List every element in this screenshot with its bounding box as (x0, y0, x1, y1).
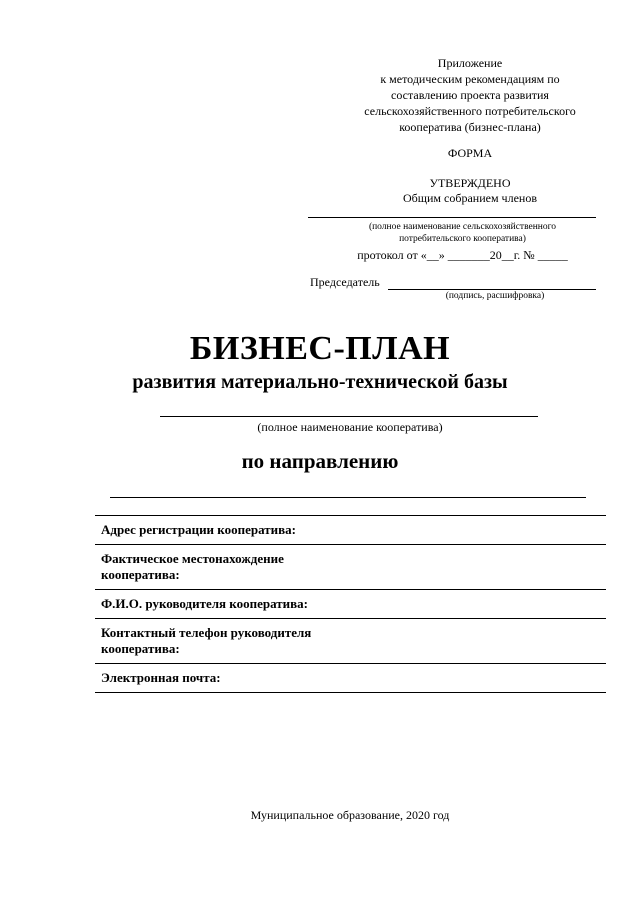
appendix-line-1: Приложение (437, 56, 503, 70)
footer-municipality-year: Муниципальное образование, 2020 год (250, 808, 450, 822)
info-row-label: Адрес регистрации кооператива: (101, 522, 296, 537)
coop-full-name-caption (320, 221, 605, 245)
info-row-email (95, 663, 606, 693)
direction-label: по направлению (241, 449, 399, 473)
chairman-signature-line (388, 289, 596, 290)
caption-line-2: потребительского кооператива) (399, 234, 526, 244)
approval-block (330, 176, 610, 206)
info-row-actual-location (95, 544, 606, 589)
info-row-label: Ф.И.О. руководителя кооператива: (101, 596, 308, 611)
info-row-label: Электронная почта: (101, 670, 221, 685)
coop-name-underline (160, 416, 538, 417)
approved-by: Общим собранием членов (403, 191, 537, 205)
page-title: БИЗНЕС-ПЛАН (189, 330, 451, 367)
page-subtitle: развития материально-технической базы (132, 371, 508, 393)
appendix-line-2: к методическим рекомендациям по (380, 72, 560, 86)
form-label: ФОРМА (447, 146, 493, 160)
info-row-registration-address (95, 515, 606, 544)
chairman-caption: (подпись, расшифровка) (445, 291, 545, 301)
info-table (95, 515, 606, 693)
info-row-head-name (95, 589, 606, 618)
coop-name-line (308, 217, 596, 218)
appendix-line-5: кооператива (бизнес-плана) (399, 120, 541, 134)
caption-line-1: (полное наименование сельскохозяйственного (368, 222, 557, 232)
info-row-head-phone (95, 618, 606, 663)
info-row-label: Фактическое местонахождение (101, 551, 284, 566)
protocol-line: протокол от «__» _______20__г. № _____ (357, 248, 568, 262)
info-row-label-cont: кооператива: (101, 641, 180, 656)
info-row-label-cont: кооператива: (101, 567, 180, 582)
appendix-block (330, 55, 610, 135)
direction-underline (110, 497, 586, 498)
approved-heading: УТВЕРЖДЕНО (429, 176, 511, 190)
appendix-line-4: сельскохозяйственного потребительского (364, 104, 576, 118)
appendix-line-3: составлению проекта развития (391, 88, 549, 102)
coop-name-caption: (полное наименование кооператива) (257, 420, 443, 434)
chairman-label: Председатель (310, 275, 380, 289)
info-row-label: Контактный телефон руководителя (101, 625, 312, 640)
